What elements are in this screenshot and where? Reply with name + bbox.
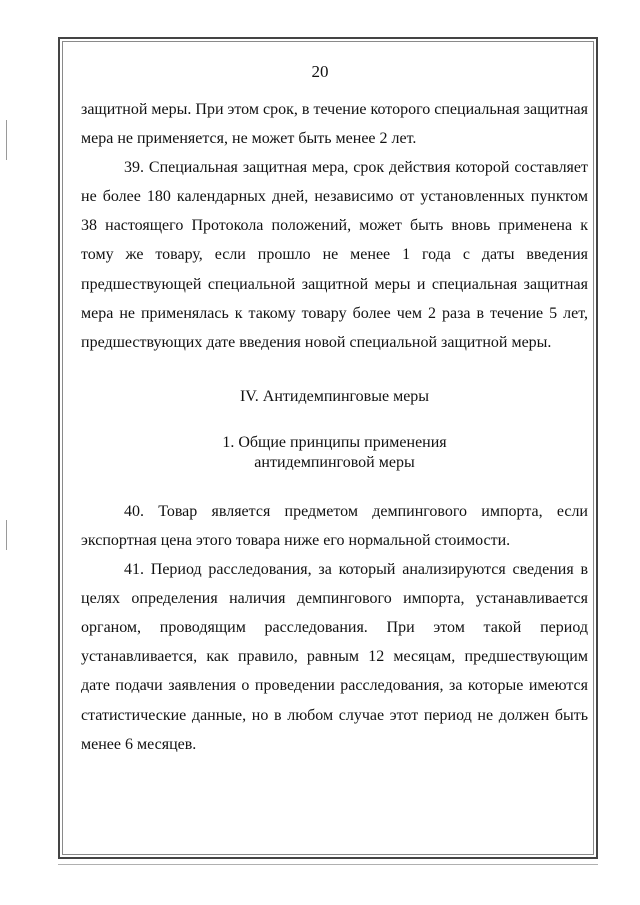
subsection-heading [81, 433, 588, 473]
paragraph-41: 41. Период расследования, за который анализируются сведения в целях определения наличия демпингового импорта, устанавливается органом, проводящим расследования. При этом такой период устанавливается, как правило, равным 12 месяцам, предшествующим дате подачи заявления о проведении расследования, за которые имеются статистические данные, но в любом случае этот период не должен быть менее 6 месяцев. [81, 561, 588, 753]
scan-margin-mark [6, 120, 7, 160]
paragraph-40: 40. Товар является предметом демпингового импорта, если экспортная цена этого товара ниже его нормальной стоимости. [81, 502, 588, 549]
subsection-heading-line-1: 1. Общие принципы применения [222, 433, 447, 451]
page-number: 20 [311, 62, 329, 81]
scan-margin-mark [6, 520, 7, 550]
subsection-heading-line-2: антидемпинговой меры [254, 453, 415, 471]
document-body [81, 95, 588, 759]
paragraph-39: 39. Специальная защитная мера, срок действия которой составляет не более 180 календарных дней, независимо от установленных пунктом 38 настоящего Протокола положений, может быть вновь применена к тому же товару, если прошло не менее 1 года с даты введения предшествующей специальной защитной меры и специальная защитная мера не применялась к такому товару более чем 2 раза в течение 5 лет, предшествующих дате введения новой специальной защитной меры. [81, 159, 588, 351]
paragraph-continuation: защитной меры. При этом срок, в течение которого специальная защитная мера не применяется, не может быть менее 2 лет. [81, 101, 588, 148]
page-bottom-rule [58, 864, 598, 865]
section-heading: IV. Антидемпинговые меры [239, 387, 430, 405]
